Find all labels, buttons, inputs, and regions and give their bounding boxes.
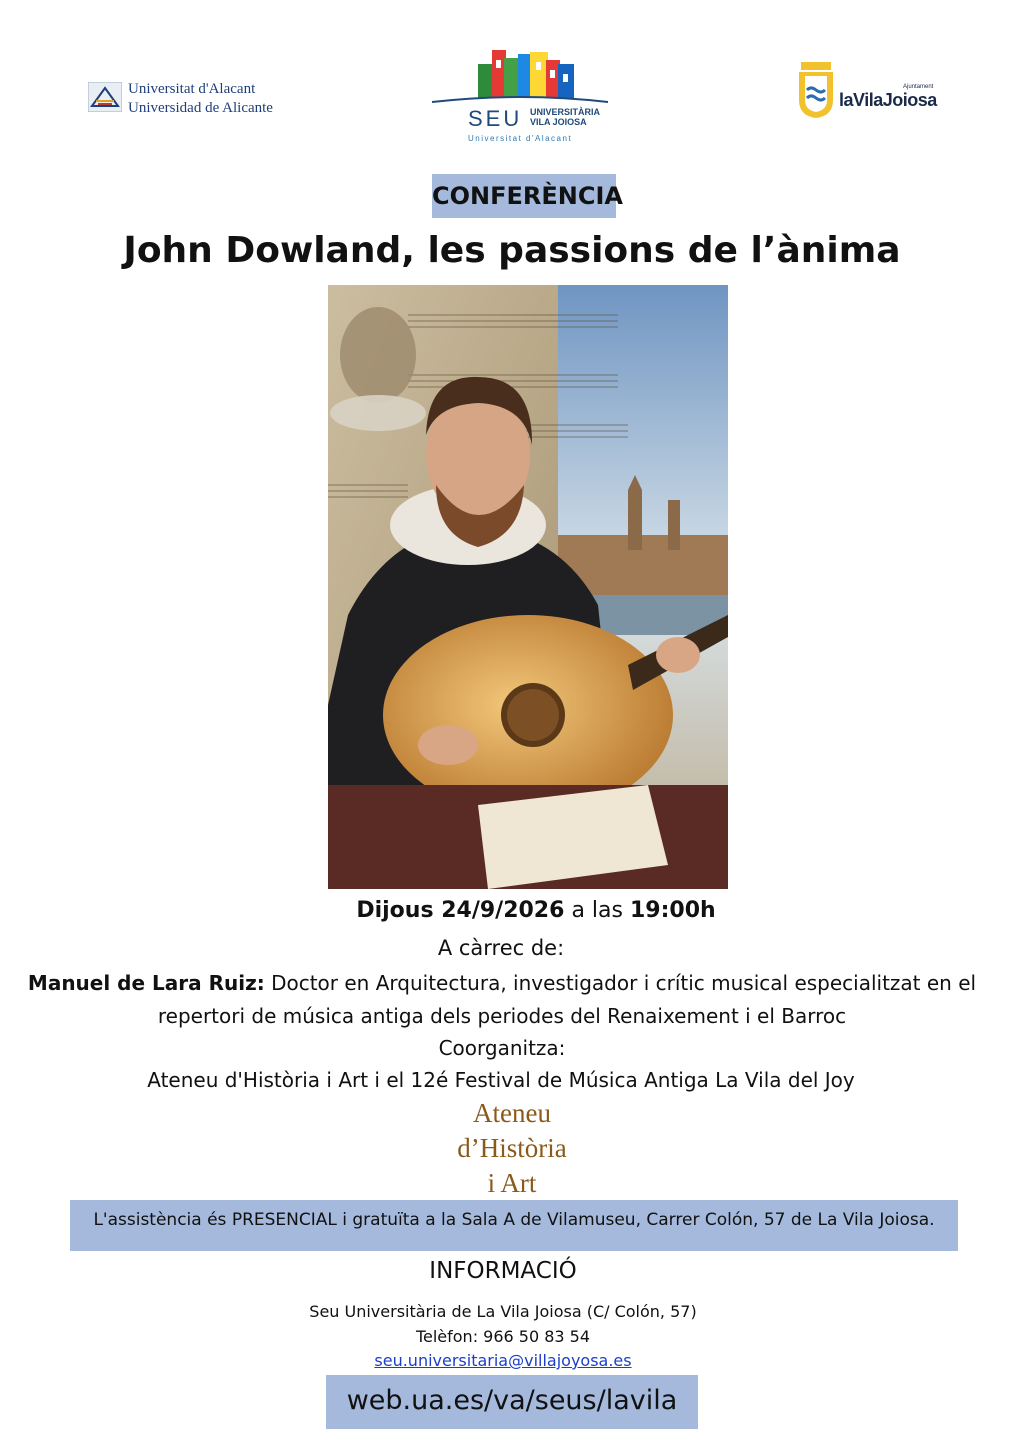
info-address: Seu Universitària de La Vila Joiosa (C/ Colón, 57) bbox=[309, 1302, 697, 1321]
attendance-notice: L'assistència és PRESENCIAL i gratuïta a la Sala A de Vilamuseu, Carrer Colón, 57 de La Vila Joiosa. bbox=[70, 1200, 958, 1251]
ateneu-logo bbox=[412, 1096, 612, 1201]
event-time: 19:00h bbox=[629, 898, 716, 923]
speaker-label: A càrrec de: bbox=[437, 936, 565, 960]
speaker-name: Manuel de Lara Ruiz: bbox=[27, 971, 265, 995]
seu-sub-line2: VILA JOIOSA bbox=[530, 117, 587, 127]
event-date: Dijous 24/9/2026 bbox=[356, 898, 565, 923]
coorganizer-label: Coorganitza: bbox=[438, 1036, 566, 1060]
seu-logo bbox=[432, 46, 608, 146]
seu-sub-line1: UNIVERSITÀRIA bbox=[530, 107, 601, 117]
vila-name: laVilaJoiosa bbox=[839, 90, 937, 110]
seu-tag: Universitat d'Alacant bbox=[468, 134, 573, 143]
seu-word: SEU bbox=[468, 106, 523, 131]
event-at: a las bbox=[571, 898, 623, 923]
ateneu-line1: Ateneu bbox=[473, 1098, 551, 1128]
event-datetime bbox=[0, 895, 1024, 927]
seu-buildings-icon bbox=[432, 46, 608, 106]
speaker-bio: Doctor en Arquitectura, investigador i crític musical especialitzat en el repertori de música antiga dels periodes del Renaixement i el Barroc bbox=[157, 971, 977, 1028]
dowland-portrait-image bbox=[328, 285, 728, 889]
coorganizer-text: Ateneu d'Història i Art i el 12é Festival de Música Antiga La Vila del Joy bbox=[147, 1068, 855, 1092]
conference-badge: CONFERÈNCIA bbox=[432, 174, 616, 218]
website-link[interactable]: web.ua.es/va/seus/lavila bbox=[346, 1385, 678, 1416]
ateneu-line3: i Art bbox=[487, 1168, 537, 1198]
speaker-bio-block bbox=[20, 967, 984, 1033]
vila-small-label: Ajuntament bbox=[903, 84, 934, 90]
portrait-illustration bbox=[328, 285, 728, 889]
ateneu-line2: d’Història bbox=[457, 1133, 567, 1163]
ua-name-line2: Universidad de Alicante bbox=[128, 100, 273, 116]
seu-subtitle bbox=[530, 107, 600, 127]
info-phone: Telèfon: 966 50 83 54 bbox=[415, 1327, 591, 1346]
info-email-row bbox=[0, 1349, 1006, 1373]
info-heading: INFORMACIÓ bbox=[429, 1258, 577, 1284]
ua-logo bbox=[88, 80, 298, 120]
website-box bbox=[326, 1375, 698, 1429]
vila-shield-icon bbox=[795, 60, 837, 120]
email-link[interactable]: seu.universitaria@villajoyosa.es bbox=[374, 1351, 632, 1370]
ua-emblem-icon bbox=[88, 82, 122, 112]
page-title: John Dowland, les passions de l’ànima bbox=[123, 230, 901, 271]
ua-name-line1: Universitat d'Alacant bbox=[128, 81, 256, 97]
vila-logo bbox=[795, 60, 945, 122]
